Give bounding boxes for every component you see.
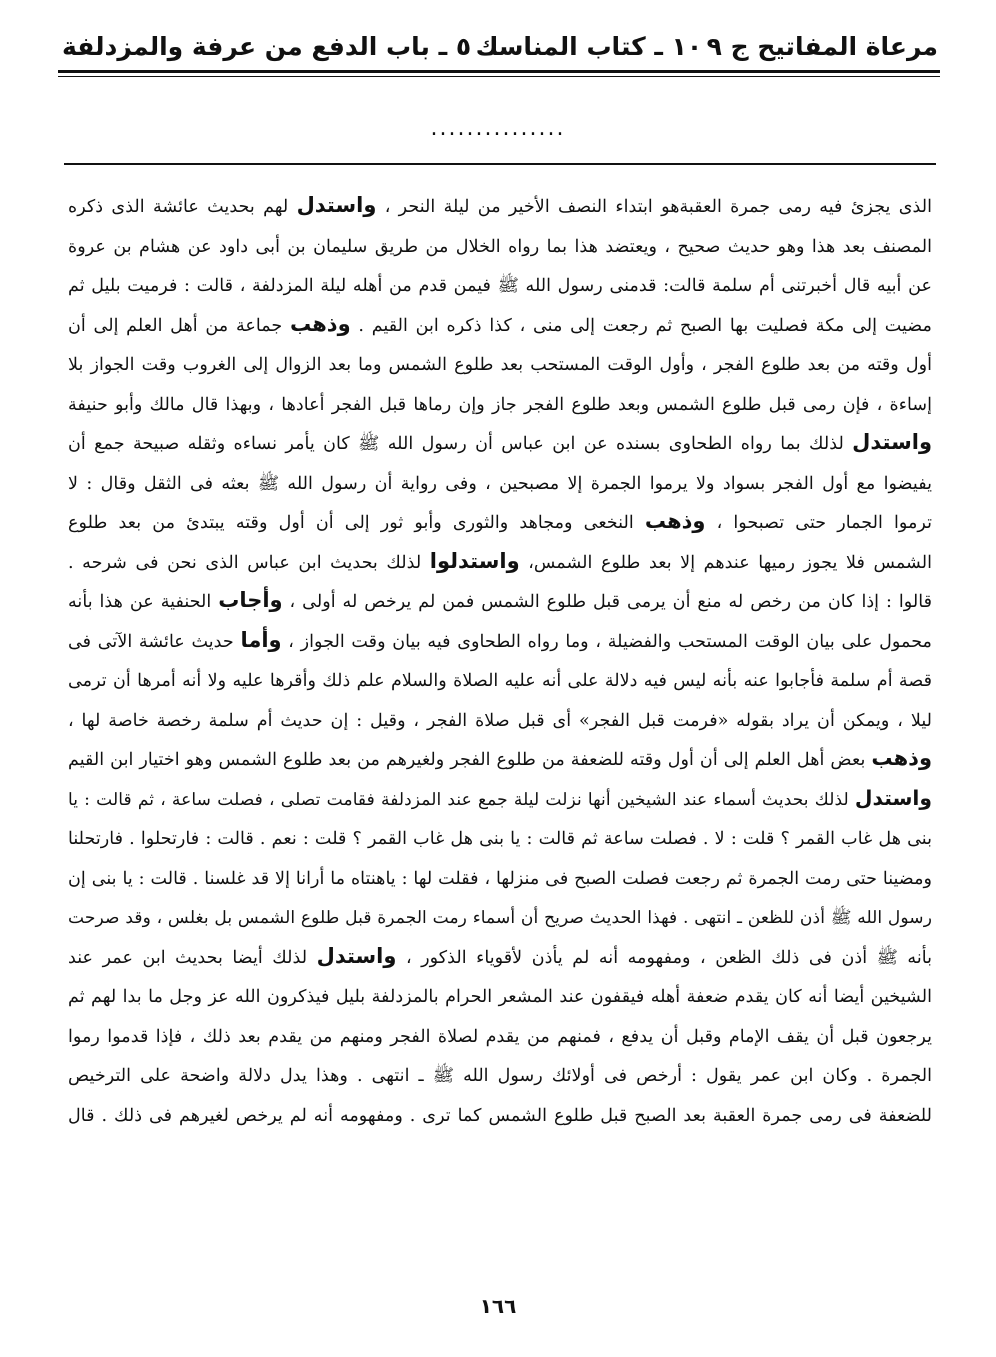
line-segment: لذلك بحديث أسماء عند الشيخين أنها نزلت ليلة جمع عند المزدلفة فقامت تصلى ، فصلت ساعة ، ثم قالت : يا: [68, 789, 855, 810]
line-segment: لذلك بما رواه الطحاوى بسنده عن ابن عباس أن رسول الله ﷺ كان يأمر نساءه وثقله صبيحة جمع أن: [68, 434, 853, 454]
text-line: [68, 502, 932, 542]
text-line: [68, 779, 932, 819]
line-segment: المصنف بعد هذا وهو حديث صحيح ، ويعتضد هذا بما رواه الخلال من طريق سليمان بن أبى داود عن هشام بن عروة: [68, 236, 932, 257]
line-segment: حديث عائشة الآتى فى: [68, 631, 241, 652]
header-rule-thin: [58, 76, 940, 77]
line-segment: إساءة ، فإن رمى قبل طلوع الشمس وبعد طلوع الفجر جاز وإن رماها قبل الفجر أعادها ، وبهذا قال مالك وأبو حنيفة: [68, 394, 932, 415]
keyword: واستدل: [854, 785, 932, 810]
line-segment: الحنفية عن هذا بأنه: [68, 592, 219, 612]
keyword: وذهب: [290, 311, 351, 336]
line-segment: رسول الله ﷺ أذن للظعن ـ انتهى . فهذا الحديث صريح أن أسماء رمت الجمرة قبل طلوع الشمس بل بغلس ، وقد صرحت: [68, 908, 932, 928]
text-line: [68, 305, 932, 345]
book-title: مرعاة المفاتيح ج ٩: [706, 31, 938, 61]
text-line: [68, 344, 932, 384]
line-segment: لذلك بحديث ابن عباس الذى نحن فى شرحه .: [68, 552, 430, 573]
keyword: وأجاب: [218, 588, 283, 612]
text-line: [68, 700, 932, 740]
line-segment: لذلك أيضا بحديث ابن عمر عند: [68, 947, 317, 968]
line-segment: بأنه ﷺ أذن فى ذلك الظعن ، ومفهومه أنه لم يأذن لأقوياء الذكور ،: [396, 947, 932, 968]
keyword: واستدل: [296, 193, 377, 217]
text-line: [68, 1016, 932, 1056]
text-line: [68, 858, 932, 898]
keyword: واستدلوا: [429, 548, 520, 573]
chapter-title: ٥ ـ باب الدفع من عرفة والمزدلفة: [62, 31, 472, 61]
keyword: وأما: [240, 627, 282, 652]
page-number: ١٦٦: [479, 1294, 517, 1318]
line-segment: الشمس فلا يجوز رميها عندهم إلا بعد طلوع الشمس،: [519, 552, 932, 573]
text-line: [68, 1055, 932, 1095]
text-line: [68, 739, 932, 779]
keyword: وذهب: [644, 509, 706, 533]
header-rule: [58, 70, 940, 73]
text-line: [68, 976, 932, 1016]
text-line: [68, 818, 932, 858]
line-segment: الجمرة . وكان ابن عمر يقول : أرخص فى أولائك رسول الله ﷺ ـ انتهى . وهذا يدل دلالة واضحة على الترخيص: [68, 1066, 932, 1086]
text-line: [68, 384, 932, 424]
text-line: [68, 937, 932, 977]
text-line: [68, 463, 932, 503]
line-segment: قالوا : إذا كان من رخص له منع أن يرمى قبل طلوع الشمس فمن لم يرخص له أولى ،: [282, 592, 932, 612]
text-line: [68, 226, 932, 266]
line-segment: ترموا الجمار حتى تصبحوا ،: [705, 513, 932, 533]
line-segment: ومضينا حتى رمت الجمرة ثم رجعت فصلت الصبح فى منزلها ، فقلت لها : ياهنتاه ما أرانا إلا قد غلسنا . قالت : يا بنى إن: [68, 868, 932, 889]
text-line: [68, 186, 932, 226]
text-line: [68, 1095, 932, 1135]
line-segment: قصة أم سلمة فأجابوا عنه بأنه ليس فيه دلالة على أنه عليه الصلاة والسلام علم ذلك وأقرها عليه ولا أنه أمرها أن ترمى: [68, 671, 932, 691]
line-segment: يفيضوا مع أول الفجر بسواد ولا يرموا الجمرة إلا مصبحين ، وفى رواية أن رسول الله ﷺ بعثه فى الثقل وقال : لا: [68, 473, 932, 494]
text-line: [68, 265, 932, 305]
line-segment: للضعفة فى رمى جمرة العقبة بعد الصبح قبل طلوع الشمس كما ترى . ومفهومه أنه لم يرخص لغيرهم فى ذلك . قال: [68, 1105, 932, 1126]
line-segment: يرجعون قبل أن يقف الإمام وقبل أن يدفع ، فمنهم من يقدم لصلاة الفجر ومنهم من يقدم بعد ذلك ، فإذا قدموا رموا: [68, 1026, 932, 1047]
text-line: [68, 621, 932, 661]
text-line: [68, 542, 932, 582]
body-text: [68, 186, 932, 1134]
separator-dots: ...............: [430, 116, 566, 141]
line-segment: بعض أهل العلم إلى أن أول وقته للضعفة من طلوع الفجر ولغيرهم من بعد طلوع الشمس وهو اختيار ابن القيم: [68, 750, 872, 770]
text-line: [68, 660, 932, 700]
line-segment: عن أبيه قال أخبرتنى أم سلمة قالت: قدمنى رسول الله ﷺ فيمن قدم من أهله ليلة المزدلفة ، قالت : فرميت بليل ثم: [68, 276, 932, 296]
line-segment: النخعى ومجاهد والثورى وأبو ثور إلى أن أول وقته يبتدئ من بعد طلوع: [68, 513, 645, 533]
keyword: وذهب: [871, 746, 932, 770]
line-segment: محمول على بيان الوقت المستحب والفضيلة ، وما رواه الطحاوى فيه بيان وقت الجواز ،: [281, 631, 932, 652]
keyword: واستدل: [316, 943, 397, 968]
text-line: [68, 897, 932, 937]
divider-rule: [64, 163, 936, 165]
line-segment: لهم بحديث عائشة الذى ذكره: [68, 197, 297, 217]
line-segment: ليلا ، ويمكن أن يراد بقوله «فرمت قبل الفجر» أى قبل صلاة الفجر ، وقيل : إن حديث أم سلمة رخصة خاصة لها ،: [68, 710, 932, 731]
line-segment: جماعة من أهل العلم إلى أن: [68, 315, 291, 336]
text-line: [68, 581, 932, 621]
line-segment: مضيت إلى مكة فصليت بها الصبح ثم رجعت إلى منى ، كذا ذكره ابن القيم .: [350, 315, 932, 336]
line-segment: الذى يجزئ فيه رمى جمرة العقبةهو ابتداء النصف الأخير من ليلة النحر ،: [376, 197, 932, 217]
keyword: واستدل: [852, 430, 932, 454]
running-head: [62, 20, 938, 72]
line-segment: أول وقته من بعد طلوع الفجر ، وأول الوقت المستحب بعد طلوع الشمس وما بعد الزوال إلى الغروب وقت الجواز بلا: [68, 355, 932, 375]
line-segment: بنى هل غاب القمر ؟ قلت : لا . فصلت ساعة ثم قالت : يا بنى هل غاب القمر ؟ قلت : نعم . قالت : فارتحلوا . فارتحلنا: [68, 829, 932, 849]
line-segment: الشيخين أيضا أنه كان يقدم ضعفة أهله فيقفون عند المشعر الحرام بالمزدلفة بليل فيذكرون الله عز وجل ما بدا لهم ثم: [68, 987, 932, 1007]
text-line: [68, 423, 932, 463]
section-title: ١٠ ـ كتاب المناسك: [475, 31, 703, 61]
